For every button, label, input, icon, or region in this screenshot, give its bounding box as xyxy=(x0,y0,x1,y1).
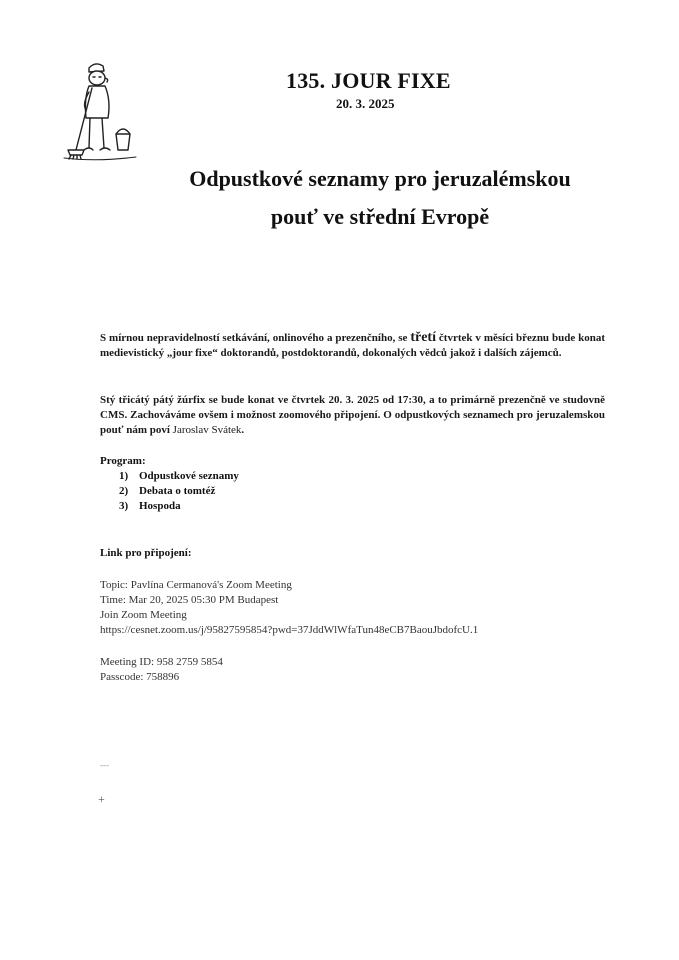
event-date: 20. 3. 2025 xyxy=(336,96,395,111)
lecture-title-line-1: Odpustkové seznamy pro jeruzalémskou xyxy=(189,166,571,191)
lecture-title xyxy=(100,160,660,236)
event-title: 135. JOUR FIXE xyxy=(286,68,451,93)
program-item-text: Hospoda xyxy=(139,500,181,512)
zoom-meeting-id: Meeting ID: 958 2759 5854 xyxy=(100,656,223,668)
program-item-number: 1) xyxy=(119,470,129,482)
program-list xyxy=(119,469,239,514)
speaker-name: Jaroslav Svátek xyxy=(172,424,242,436)
program-item-text: Debata o tomtéž xyxy=(139,485,216,497)
zoom-join-label: Join Zoom Meeting xyxy=(100,609,187,621)
zoom-topic: Topic: Pavlína Cermanová's Zoom Meeting xyxy=(100,579,292,591)
program-item-number: 2) xyxy=(119,485,129,497)
details-paragraph xyxy=(100,393,605,438)
intro-text-start: S mírnou nepravidelností setkávání, onlinového a prezenčního, se xyxy=(100,332,411,344)
link-label: Link pro připojení: xyxy=(100,547,192,559)
details-text: Stý třicátý pátý žúrfix se bude konat ve čtvrtek 20. 3. 2025 od 17:30, a to primárně prezenčně ve studovně CMS. Zachováváme ovšem i možnost zoomového připojení. O odpustkových seznamech pro jeruzalemskou pouť nám poví xyxy=(100,394,605,436)
details-end: . xyxy=(241,424,245,436)
zoom-time: Time: Mar 20, 2025 05:30 PM Budapest xyxy=(100,594,279,606)
lecture-title-line-2: pouť ve střední Evropě xyxy=(270,204,490,229)
zoom-passcode: Passcode: 758896 xyxy=(100,671,180,683)
sweeper-cartoon-icon xyxy=(62,58,140,162)
program-item-text: Odpustkové seznamy xyxy=(139,470,239,482)
footer-marker-dashes: --- xyxy=(100,760,109,770)
list-item xyxy=(119,469,239,484)
list-item xyxy=(119,484,239,499)
zoom-url-link[interactable]: https://cesnet.zoom.us/j/95827595854?pwd=37JddWlWfaTun48eCB7BaouJbdofcU.1 xyxy=(100,624,479,636)
program-label: Program: xyxy=(100,455,146,467)
footer-marker-plus: + xyxy=(98,792,105,806)
intro-paragraph xyxy=(100,330,605,361)
intro-text-end: čtvrtek v měsíci březnu bude konat medievistický „jour fixe“ doktorandů, postdoktorandů, dokonalých vědců jakož i dalších zájemců. xyxy=(100,332,606,359)
list-item xyxy=(119,499,239,514)
intro-highlight: třetí xyxy=(410,330,436,345)
program-item-number: 3) xyxy=(119,500,129,512)
